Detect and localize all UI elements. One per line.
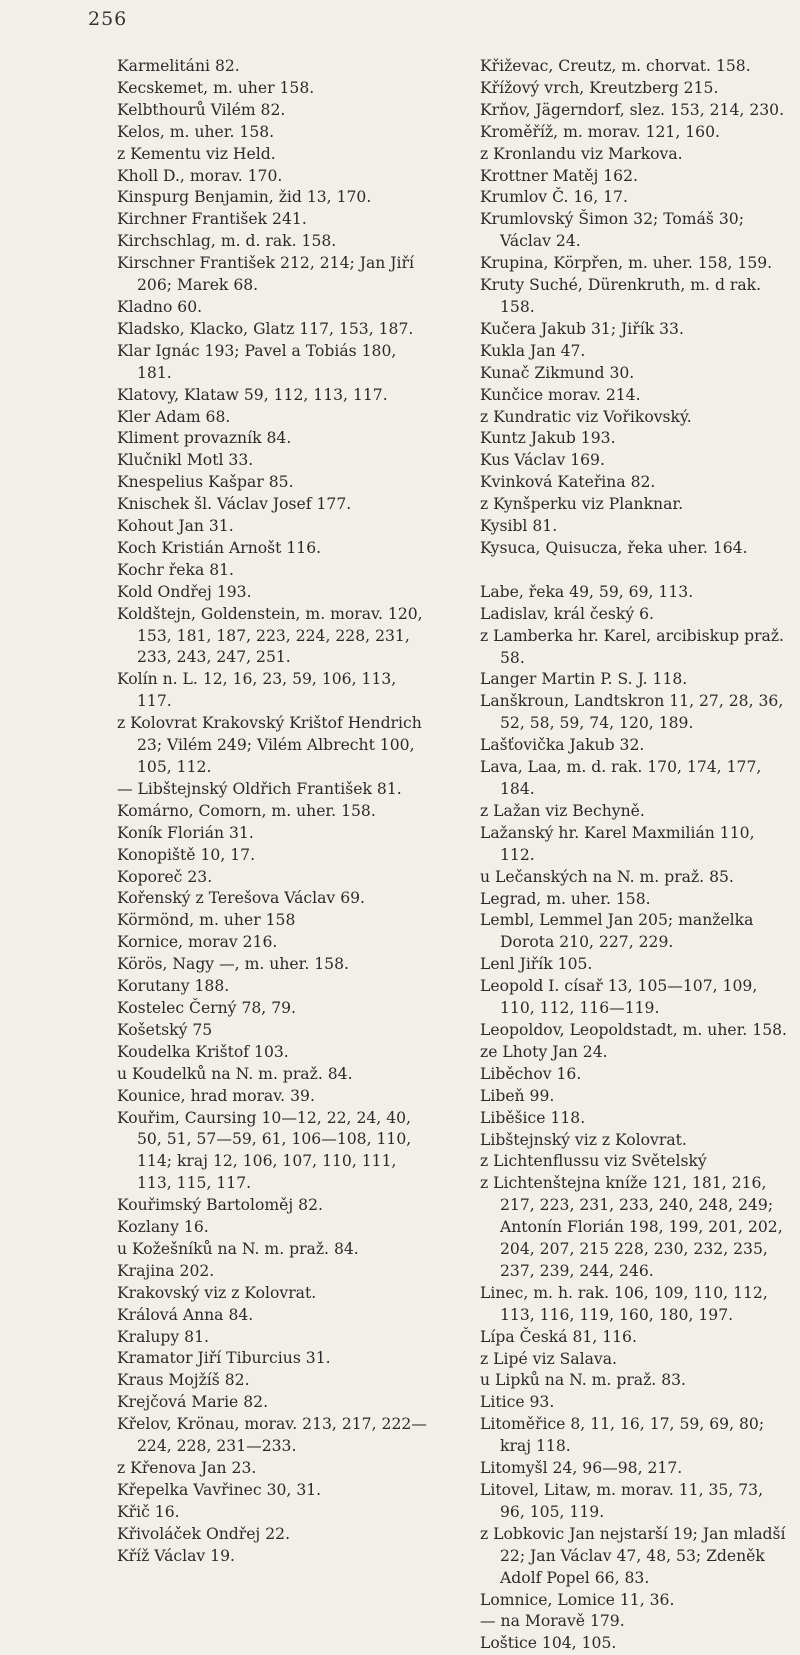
index-entry: z Kronlandu viz Markova. [480, 144, 683, 163]
index-entry: Kler Adam 68. [117, 407, 231, 426]
index-entry: u Kožešníků na N. m. praž. 84. [117, 1239, 359, 1258]
index-entry: u Lipků na N. m. praž. 83. [480, 1371, 686, 1390]
index-entry: Karmelitáni 82. [117, 57, 240, 75]
index-entry: u Koudelků na N. m. praž. 84. [117, 1064, 353, 1083]
index-entry: Kořenský z Terešova Václav 69. [117, 889, 365, 908]
index-entry: z Křenova Jan 23. [117, 1459, 257, 1477]
index-entry: Kouřimský Bartoloměj 82. [117, 1196, 323, 1215]
index-entry: z Kolovrat Krakovský Krištof Hendrich 23; Vilém 249; Vilém Albrecht 100, 105, 112. [117, 714, 422, 776]
index-entry: Kuntz Jakub 193. [480, 429, 616, 448]
index-entry: Lanškroun, Landtskron 11, 27, 28, 36, 52, 58, 59, 74, 120, 189. [480, 692, 784, 733]
index-entry: Lava, Laa, m. d. rak. 170, 174, 177, 184. [480, 758, 762, 798]
index-entry: Kirchner František 241. [117, 210, 307, 229]
index-entry: z Kundratic viz Vořikovský. [480, 407, 692, 426]
index-entry: z Lichtenflussu viz Světelský [480, 1152, 707, 1171]
index-entry: Kvinková Kateřina 82. [480, 473, 656, 492]
index-entry: Kelos, m. uher. 158. [117, 122, 275, 141]
index-entry: Křížový vrch, Kreutzberg 215. [480, 78, 719, 97]
index-entry: Körös, Nagy —, m. uher. 158. [117, 955, 349, 974]
index-entry: Litoměřice 8, 11, 16, 17, 59, 69, 80; kraj 118. [480, 1415, 765, 1456]
index-section-l [480, 582, 790, 1655]
index-entry: Kholl D., morav. 170. [117, 166, 283, 185]
index-entry: Litomyšl 24, 96—98, 217. [480, 1459, 683, 1478]
index-entry: Křič 16. [117, 1502, 180, 1521]
index-entry: Kralupy 81. [117, 1327, 209, 1346]
index-entry: Liběchov 16. [480, 1064, 582, 1083]
index-entry: Kučera Jakub 31; Jiřík 33. [480, 319, 684, 338]
index-entry: Kolín n. L. 12, 16, 23, 59, 106, 113, 117. [117, 670, 397, 711]
index-entry: Křelov, Krönau, morav. 213, 217, 222—224, 228, 231—233. [117, 1415, 427, 1456]
index-entry: Knespelius Kašpar 85. [117, 473, 294, 492]
index-entry: Kladno 60. [117, 297, 203, 316]
index-column-left [117, 56, 435, 1568]
index-entry: z Lobkovic Jan nejstarší 19; Jan mladší 22; Jan Václav 47, 48, 53; Zdeněk Adolf Popel 66, 83. [480, 1524, 786, 1587]
index-entry: Libeň 99. [480, 1086, 555, 1105]
index-column-right [480, 56, 790, 1655]
index-entry: Litice 93. [480, 1393, 555, 1412]
index-entry: u Lečanských na N. m. praž. 85. [480, 867, 734, 886]
index-entry: z Lichtenštejna kníže 121, 181, 216, 217, 223, 231, 233, 240, 248, 249; Antonín Florián 198, 199, 201, 202, 204, 207, 215 228, 230, 232, 235, 237, 239, 244, 246. [480, 1174, 783, 1280]
index-entry: Koudelka Krištof 103. [117, 1042, 289, 1061]
index-entry: Körmönd, m. uher 158 [117, 911, 296, 930]
index-section-k [480, 56, 790, 560]
index-entry: ze Lhoty Jan 24. [480, 1042, 608, 1061]
index-entry: Koch Kristián Arnošt 116. [117, 538, 322, 557]
index-entry: Kostelec Černý 78, 79. [117, 998, 297, 1017]
index-entry: Linec, m. h. rak. 106, 109, 110, 112, 113, 116, 119, 160, 180, 197. [480, 1283, 768, 1324]
index-entry: — Libštejnský Oldřich František 81. [117, 779, 402, 798]
index-entry: Krakovský viz z Kolovrat. [117, 1283, 317, 1302]
index-entry: Krejčová Marie 82. [117, 1393, 269, 1412]
index-entry: Leopold I. císař 13, 105—107, 109, 110, 112, 116—119. [480, 977, 758, 1018]
index-entry: z Kynšperku viz Planknar. [480, 495, 684, 514]
index-entry: Ladislav, král český 6. [480, 604, 654, 623]
index-entry: Lípa Česká 81, 116. [480, 1327, 637, 1346]
index-entry: Krumlov Č. 16, 17. [480, 188, 628, 207]
page-number: 256 [88, 8, 128, 30]
index-entry: Kirchschlag, m. d. rak. 158. [117, 232, 337, 251]
index-entry: Langer Martin P. S. J. 118. [480, 670, 688, 689]
index-entry: Leopoldov, Leopoldstadt, m. uher. 158. [480, 1020, 788, 1039]
index-entry: Klatovy, Klataw 59, 112, 113, 117. [117, 385, 388, 404]
index-entry: Kouřim, Caursing 10—12, 22, 24, 40, 50, 51, 57—59, 61, 106—108, 110, 114; kraj 12, 106, 107, 110, 111, 113, 115, 117. [117, 1108, 412, 1193]
index-entry: Kliment provazník 84. [117, 429, 292, 448]
index-entry: Králová Anna 84. [117, 1305, 254, 1324]
index-entry: Košetský 75 [117, 1020, 213, 1039]
index-entry: Krupina, Körpřen, m. uher. 158, 159. [480, 254, 773, 273]
index-entry: Libštejnský viz z Kolovrat. [480, 1130, 687, 1149]
index-entry: Loštice 104, 105. [480, 1634, 617, 1653]
index-entry: Kroměříž, m. morav. 121, 160. [480, 122, 720, 141]
index-entry: Kinspurg Benjamin, žid 13, 170. [117, 188, 372, 207]
index-entry: Konopiště 10, 17. [117, 845, 256, 864]
index-entry: Litovel, Litaw, m. morav. 11, 35, 73, 96, 105, 119. [480, 1481, 764, 1521]
index-entry: Kunčice morav. 214. [480, 385, 641, 404]
index-entry: Koldštejn, Goldenstein, m. morav. 120, 153, 181, 187, 223, 224, 228, 231, 233, 243, 247, 251. [117, 604, 423, 667]
index-entry: Knischek šl. Václav Josef 177. [117, 495, 352, 514]
index-entry: Klučnikl Motl 33. [117, 451, 254, 470]
index-entry: Krottner Matěj 162. [480, 166, 638, 185]
index-entry: Kramator Jiří Tiburcius 31. [117, 1349, 331, 1368]
index-entry: Kruty Suché, Dürenkruth, m. d rak. 158. [480, 276, 762, 316]
index-entry: Kecskemet, m. uher 158. [117, 78, 315, 97]
index-entry: Kold Ondřej 193. [117, 582, 252, 601]
index-entry: z Kementu viz Held. [117, 144, 276, 163]
index-entry: Kelbthourů Vilém 82. [117, 100, 286, 119]
index-entry: — na Moravě 179. [480, 1612, 625, 1631]
index-entry: z Lipé viz Salava. [480, 1349, 617, 1368]
index-entry: Křepelka Vavřinec 30, 31. [117, 1480, 322, 1499]
index-entry: Kukla Jan 47. [480, 341, 586, 360]
index-entry: Koník Florián 31. [117, 823, 254, 842]
index-entry: Komárno, Comorn, m. uher. 158. [117, 801, 376, 820]
index-entry: Klar Ignác 193; Pavel a Tobiás 180, 181. [117, 341, 397, 382]
index-entry: Legrad, m. uher. 158. [480, 889, 651, 908]
index-entry: Kunač Zikmund 30. [480, 363, 635, 382]
section-gap [480, 560, 790, 582]
index-entry: z Lažan viz Bechyně. [480, 801, 645, 820]
index-entry: Křiževac, Creutz, m. chorvat. 158. [480, 57, 751, 75]
index-entry: Krumlovský Šimon 32; Tomáš 30; Václav 24. [480, 210, 744, 251]
index-entry: Kozlany 16. [117, 1218, 209, 1237]
index-entry: Kus Václav 169. [480, 451, 605, 470]
index-entry: Liběšice 118. [480, 1108, 586, 1127]
index-entry: Kladsko, Klacko, Glatz 117, 153, 187. [117, 319, 414, 338]
index-entry: Lembl, Lemmel Jan 205; manželka Dorota 210, 227, 229. [480, 911, 754, 952]
index-entry: Kounice, hrad morav. 39. [117, 1086, 315, 1105]
index-entry: Krajina 202. [117, 1261, 215, 1280]
index-entry: Kraus Mojžíš 82. [117, 1371, 250, 1390]
index-entry: Koporeč 23. [117, 867, 213, 886]
index-entry: Kornice, morav 216. [117, 933, 278, 952]
index-entry: Kochr řeka 81. [117, 560, 234, 579]
index-entry: Kříž Václav 19. [117, 1546, 235, 1565]
index-entry: Krňov, Jägerndorf, slez. 153, 214, 230. [480, 100, 785, 119]
index-entry: Kohout Jan 31. [117, 517, 234, 536]
index-entry: z Lamberka hr. Karel, arcibiskup praž. 58. [480, 626, 784, 667]
index-entry: Lenl Jiřík 105. [480, 955, 593, 974]
index-entry: Lomnice, Lomice 11, 36. [480, 1590, 675, 1609]
index-entry: Kysibl 81. [480, 517, 558, 536]
index-entry: Korutany 188. [117, 977, 230, 996]
index-entry: Labe, řeka 49, 59, 69, 113. [480, 582, 694, 601]
index-entry: Lašťovička Jakub 32. [480, 736, 645, 755]
index-entry: Kysuca, Quisucza, řeka uher. 164. [480, 538, 748, 557]
index-entry: Lažanský hr. Karel Maxmilián 110, 112. [480, 823, 755, 864]
index-entry: Kirschner František 212, 214; Jan Jiří 206; Marek 68. [117, 254, 414, 295]
index-entry: Křivoláček Ondřej 22. [117, 1524, 291, 1543]
